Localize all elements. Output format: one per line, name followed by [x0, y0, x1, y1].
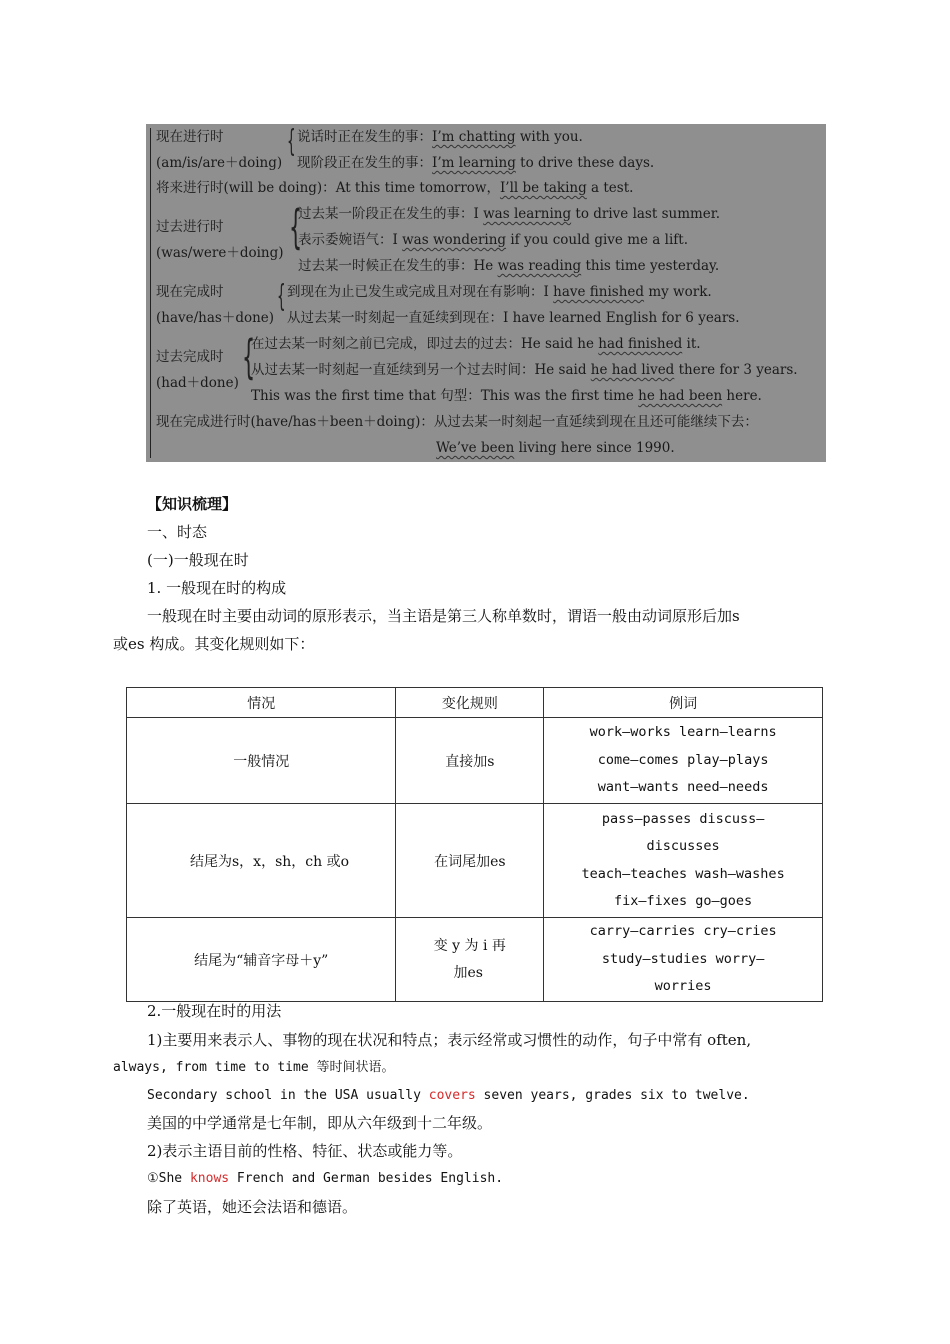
section-title: 【知识梳理】	[147, 495, 238, 513]
brace-icon: {	[289, 200, 303, 254]
label-present-perfect-form: (have/has＋done)	[156, 310, 275, 326]
cell-rule: 变 y 为 i 再 加es	[396, 918, 544, 1002]
usage-line: 说话时正在发生的事：I’m chatting with you.	[297, 129, 583, 145]
usage-line: 表示委婉语气：I was wondering if you could give me a lift.	[298, 232, 688, 248]
label-present-perfect: 现在完成时	[156, 284, 224, 300]
paragraph-line: 一般现在时主要由动词的原形表示，当主语是第三人称单数时，谓语一般由动词原形后加s	[147, 607, 740, 625]
label-past-perfect-form: (had＋done)	[156, 375, 239, 391]
cell-case: 一般情况	[127, 718, 396, 804]
figure-left-rule	[150, 128, 151, 458]
usage-line: This was the first time that 句型：This was the first time he had been here.	[251, 388, 762, 404]
conjugation-rules-table	[126, 687, 823, 1002]
cell-examples: carry—carries cry—cries study—studies worry— worries	[544, 918, 823, 1002]
label-present-continuous: 现在进行时	[156, 129, 224, 145]
future-continuous-line: 将来进行时(will be doing)：At this time tomorrow，I’ll be taking a test.	[156, 180, 634, 196]
cell-rule: 在词尾加es	[396, 804, 544, 918]
label-past-perfect: 过去完成时	[156, 349, 224, 365]
cell-examples: work—works learn—learns come—comes play—plays want—wants need—needs	[544, 718, 823, 804]
heading-usage: 2.一般现在时的用法	[147, 1002, 282, 1020]
present-perfect-continuous-line: 现在完成进行时(have/has＋been＋doing)：从过去某一时刻起一直延续到现在且还可能继续下去：	[156, 414, 758, 430]
heading-tense: 一、时态	[147, 523, 208, 541]
brace-icon: {	[287, 124, 296, 159]
example-translation: 美国的中学通常是七年制，即从六年级到十二年级。	[147, 1114, 493, 1132]
brace-icon: {	[277, 279, 286, 314]
cell-case: 结尾为s，x，sh，ch 或o	[127, 804, 396, 918]
tense-summary-figure	[146, 124, 826, 462]
cell-rule: 直接加s	[396, 718, 544, 804]
present-perfect-continuous-example: We’ve been living here since 1990.	[436, 440, 675, 456]
example-sentence: Secondary school in the USA usually covers seven years, grades six to twelve.	[147, 1088, 750, 1103]
table-header-row	[127, 688, 823, 718]
usage-line: 过去某一阶段正在发生的事：I was learning to drive last summer.	[298, 206, 721, 222]
table-row	[127, 718, 823, 804]
usage-heading: 2)表示主语目前的性格、特征、状态或能力等。	[147, 1142, 463, 1160]
brace-icon: {	[242, 330, 256, 384]
label-past-continuous-form: (was/were＋doing)	[156, 245, 284, 261]
table-row	[127, 918, 823, 1002]
paragraph-line: always, from time to time 等时间状语。	[113, 1060, 395, 1075]
cell-examples: pass—passes discuss— discusses teach—teaches wash—washes fix—fixes go—goes	[544, 804, 823, 918]
header-examples: 例词	[544, 688, 823, 718]
example-sentence: ①She knows French and German besides English.	[147, 1171, 504, 1186]
header-rule: 变化规则	[396, 688, 544, 718]
label-present-continuous-form: (am/is/are＋doing)	[156, 155, 283, 171]
usage-line: 现阶段正在发生的事：I’m learning to drive these days.	[297, 155, 655, 171]
usage-line: 到现在为止已发生或完成且对现在有影响：I have finished my work.	[287, 284, 712, 300]
example-translation: 除了英语，她还会法语和德语。	[147, 1198, 358, 1216]
usage-line: 过去某一时候正在发生的事：He was reading this time yesterday.	[298, 258, 720, 274]
cell-case: 结尾为“辅音字母＋y”	[127, 918, 396, 1002]
usage-line: 从过去某一时刻起一直延续到另一个过去时间：He said he had lived there for 3 years.	[251, 362, 798, 378]
table-row	[127, 804, 823, 918]
label-past-continuous: 过去进行时	[156, 219, 224, 235]
paragraph-line: 1)主要用来表示人、事物的现在状况和特点；表示经常或习惯性的动作，句子中常有 often,	[147, 1031, 752, 1049]
heading-simple-present: (一)一般现在时	[147, 551, 249, 569]
paragraph-line: 或es 构成。其变化规则如下：	[113, 635, 315, 653]
header-case: 情况	[127, 688, 396, 718]
usage-line: 在过去某一时刻之前已完成，即过去的过去：He said he had finished it.	[251, 336, 701, 352]
usage-line: 从过去某一时刻起一直延续到现在：I have learned English for 6 years.	[287, 310, 740, 326]
heading-formation: 1. 一般现在时的构成	[147, 579, 287, 597]
